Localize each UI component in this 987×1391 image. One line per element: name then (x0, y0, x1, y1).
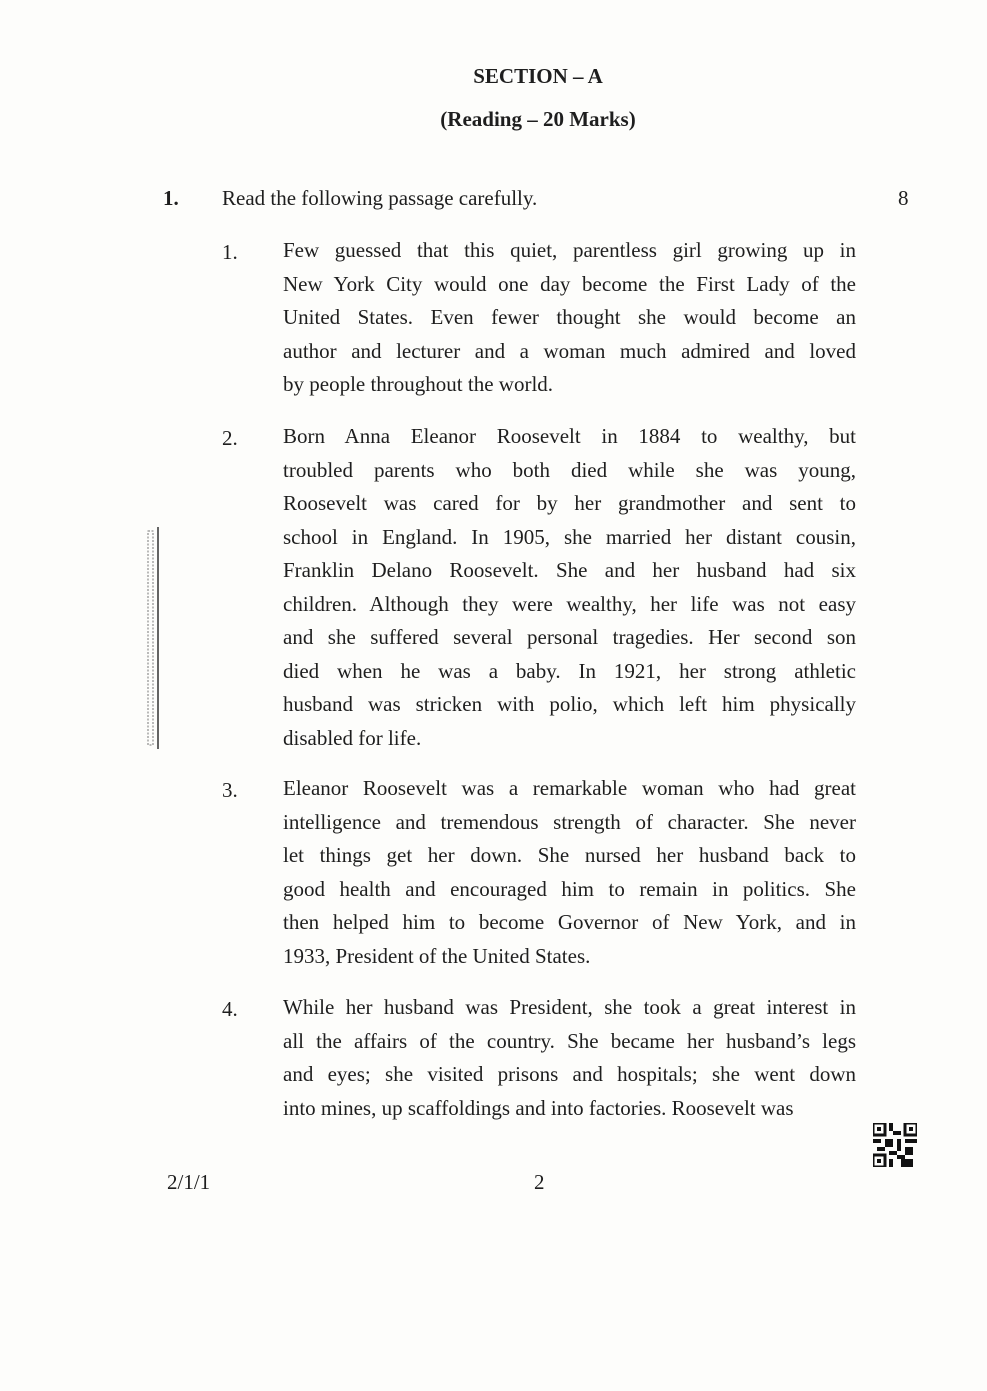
paragraph-line: into mines, up scaffoldings and into factories. Roosevelt was (283, 1095, 794, 1120)
section-subtitle: (Reading – 20 Marks) (440, 107, 636, 131)
paragraph-line: United States. Even fewer thought she would become an (283, 305, 856, 329)
paragraph-line: by people throughout the world. (283, 372, 554, 396)
question-instruction: Read the following passage carefully. (222, 186, 538, 210)
paragraph-line: intelligence and tremendous strength of character. She never (283, 809, 856, 834)
paragraph-line: disabled for life. (283, 725, 422, 750)
question-marks: 8 (898, 186, 909, 210)
paragraph-line: good health and encouraged him to remain in politics. She (283, 876, 856, 901)
paragraph-line: and eyes; she visited prisons and hospitals; she went down (283, 1062, 856, 1086)
paragraph-line: troubled parents who both died while she was young, (283, 457, 856, 482)
paragraph-line: Born Anna Eleanor Roosevelt in 1884 to wealthy, but (283, 424, 856, 448)
paragraph-line: died when he was a baby. In 1921, her strong athletic (283, 658, 856, 683)
paragraph-line: let things get her down. She nursed her husband back to (283, 843, 856, 867)
paragraph-line: author and lecturer and a woman much admired and loved (283, 338, 856, 363)
paragraph-line: then helped him to become Governor of New York, and in (283, 910, 856, 934)
vertical-barcode-strip (146, 527, 160, 749)
paragraph-number: 4. (222, 997, 238, 1021)
paper-code: 2/1/1 (167, 1170, 211, 1194)
qr-code-icon (873, 1123, 917, 1167)
paragraph-number: 1. (222, 240, 238, 264)
page-number: 2 (534, 1170, 545, 1194)
paragraph (283, 234, 856, 402)
paragraph-line: Roosevelt was cared for by her grandmother and sent to (283, 491, 856, 515)
paragraph-line: children. Although they were wealthy, her life was not easy (283, 591, 856, 616)
paragraph-line: New York City would one day become the First Lady of the (283, 271, 856, 296)
paragraph (283, 420, 856, 755)
paragraph (283, 991, 856, 1125)
paragraph-line: Few guessed that this quiet, parentless girl growing up in (283, 238, 856, 262)
paragraph-number: 2. (222, 426, 238, 450)
question-number: 1. (163, 186, 179, 210)
paragraph-line: Franklin Delano Roosevelt. She and her husband had six (283, 558, 856, 582)
paragraph-line: While her husband was President, she took a great interest in (283, 995, 856, 1019)
paragraph-line: all the affairs of the country. She became her husband’s legs (283, 1028, 856, 1053)
section-title: SECTION – A (473, 64, 603, 88)
paragraph (283, 772, 856, 973)
paragraph-line: school in England. In 1905, she married her distant cousin, (283, 524, 856, 549)
paragraph-line: husband was stricken with polio, which left him physically (283, 692, 856, 716)
paragraph-line: and she suffered several personal tragedies. Her second son (283, 625, 856, 649)
paragraph-line: 1933, President of the United States. (283, 943, 591, 968)
paragraph-line: Eleanor Roosevelt was a remarkable woman who had great (283, 776, 856, 800)
paragraph-number: 3. (222, 778, 238, 802)
